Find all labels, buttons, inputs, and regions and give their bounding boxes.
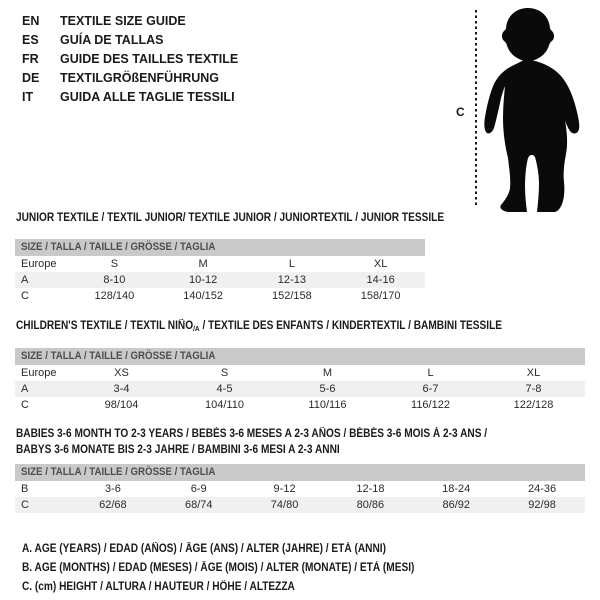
size-table (15, 481, 585, 513)
title-part-pre: CHILDREN'S TEXTILE / TEXTIL NIÑO (16, 320, 194, 332)
size-value-cell: 3-4 (113, 383, 130, 395)
size-value-cell: 152/158 (271, 290, 312, 302)
size-header-text: SIZE / TALLA / TAILLE / GRÖSSE / TAGLIA (21, 241, 216, 253)
size-value-cell: 18-24 (442, 483, 471, 495)
babies-title-line1 (16, 426, 551, 442)
babies-size-table-host (15, 481, 585, 513)
row-label-cell: B (21, 483, 29, 495)
size-value-cell: 92/98 (528, 499, 556, 511)
size-value-cell: XL (526, 367, 541, 379)
language-label: GUIDA ALLE TAGLIE TESSILI (60, 90, 235, 104)
size-value-cell: 110/116 (308, 399, 347, 411)
size-value-cell: 8-10 (103, 274, 126, 286)
language-code: FR (22, 52, 39, 66)
table-row (15, 272, 425, 288)
size-value-cell: 7-8 (525, 383, 542, 395)
size-value-cell: 12-13 (277, 274, 306, 286)
size-value-cell: M (322, 367, 333, 379)
size-value-cell: S (110, 258, 119, 270)
size-value-cell: 9-12 (273, 483, 296, 495)
junior-section-title (16, 212, 502, 224)
size-value-cell: 24-36 (528, 483, 557, 495)
size-value-cell: 14-16 (366, 274, 395, 286)
size-value-cell: S (220, 367, 229, 379)
size-value-cell: 128/140 (94, 290, 135, 302)
size-value-cell: 4-5 (216, 383, 233, 395)
size-value-cell: 104/110 (205, 399, 244, 411)
size-value-cell: 122/128 (513, 399, 554, 411)
size-value-cell: 140/152 (183, 290, 223, 302)
size-header-bar (15, 239, 425, 256)
size-value-cell: 62/68 (99, 499, 127, 511)
row-label-cell: Europe (21, 258, 57, 270)
language-row (22, 12, 238, 31)
size-value-cell: L (427, 367, 434, 379)
size-value-cell: 116/122 (411, 399, 450, 411)
size-value-cell: XS (114, 367, 129, 379)
junior-size-table-wrap (15, 239, 425, 304)
table-row (15, 288, 425, 304)
size-header-text: SIZE / TALLA / TAILLE / GRÖSSE / TAGLIA (21, 350, 216, 362)
size-value-cell: 74/80 (270, 499, 299, 511)
language-code: EN (22, 14, 40, 28)
language-row (22, 88, 238, 107)
size-value-cell: M (198, 258, 208, 270)
children-section-title-text (16, 320, 502, 333)
row-label-cell: Europe (21, 367, 57, 379)
babies-title-line2 (16, 442, 551, 458)
note-height-cm (22, 578, 468, 597)
row-label-cell: A (21, 274, 29, 286)
children-section-title (16, 320, 568, 333)
babies-title-line2-text: BABYS 3-6 MONATE BIS 2-3 JAHRE / BAMBINI 3-6 MESI A 2-3 ANNI (16, 444, 340, 456)
note-age-years (22, 540, 468, 559)
table-row (15, 397, 585, 413)
row-label-cell: C (21, 290, 29, 302)
size-value-cell: 3-6 (104, 483, 121, 495)
size-value-cell: 98/104 (104, 399, 139, 411)
table-row (15, 381, 585, 397)
size-value-cell: 80/86 (356, 499, 385, 511)
size-table (15, 256, 425, 304)
size-header-bar (15, 464, 585, 481)
note-age-months-text: B. AGE (MONTHS) / EDAD (MESES) / ÂGE (MOIS) / ALTER (MONATE) / ETÀ (MESI) (22, 562, 415, 574)
babies-section-title (16, 426, 551, 458)
language-label: GUIDE DES TAILLES TEXTILE (60, 52, 239, 66)
language-row (22, 50, 238, 69)
children-size-table-host (15, 365, 585, 413)
language-label: TEXTILGRÖßENFÜHRUNG (60, 71, 220, 85)
size-value-cell: 158/170 (360, 290, 401, 302)
size-header-text: SIZE / TALLA / TAILLE / GRÖSSE / TAGLIA (21, 466, 216, 478)
table-row (15, 365, 585, 381)
size-value-cell: 86/92 (442, 499, 470, 511)
size-header-bar (15, 348, 585, 365)
junior-size-table-host (15, 256, 425, 304)
size-value-cell: 12-18 (356, 483, 385, 495)
table-row (15, 256, 425, 272)
note-age-months (22, 559, 468, 578)
row-label-cell: C (21, 499, 29, 511)
title-part-subscript: /A (193, 324, 200, 333)
babies-title-line1-text: BABIES 3-6 MONTH TO 2-3 YEARS / BEBÉS 3-6 MESES A 2-3 AÑOS / BÉBÉS 3-6 MOIS À 2-3 ANS / (16, 428, 488, 440)
junior-section-title-text: JUNIOR TEXTILE / TEXTIL JUNIOR/ TEXTILE JUNIOR / JUNIORTEXTIL / JUNIOR TESSILE (16, 212, 445, 224)
language-title-list (22, 12, 238, 107)
height-measure-dotted-line (475, 10, 477, 208)
size-value-cell: 5-6 (319, 383, 336, 395)
language-label: GUÍA DE TALLAS (60, 33, 164, 47)
size-value-cell: XL (373, 258, 388, 270)
height-measure-label: C (456, 105, 465, 119)
row-label-cell: A (21, 383, 29, 395)
baby-silhouette-icon (484, 8, 584, 212)
language-label: TEXTILE SIZE GUIDE (60, 14, 186, 28)
size-value-cell: 10-12 (189, 274, 218, 286)
language-row (22, 31, 238, 50)
title-part-post: / TEXTILE DES ENFANTS / KINDERTEXTIL / BAMBINI TESSILE (199, 320, 503, 332)
size-value-cell: 6-9 (190, 483, 207, 495)
size-value-cell: 6-7 (422, 383, 439, 395)
language-code: ES (22, 33, 39, 47)
note-age-years-text: A. AGE (YEARS) / EDAD (AÑOS) / ÂGE (ANS) / ALTER (JAHRE) / ETÀ (ANNI) (22, 543, 386, 555)
size-value-cell: 68/74 (184, 499, 213, 511)
table-row (15, 497, 585, 513)
language-code: DE (22, 71, 40, 85)
legend-notes (22, 540, 468, 597)
table-row (15, 481, 585, 497)
size-value-cell: L (288, 258, 295, 270)
children-size-table-wrap (15, 348, 585, 413)
size-table (15, 365, 585, 413)
row-label-cell: C (21, 399, 29, 411)
note-height-cm-text: C. (cm) HEIGHT / ALTURA / HAUTEUR / HÖHE / ALTEZZA (22, 581, 295, 593)
language-row (22, 69, 238, 88)
language-code: IT (22, 90, 34, 104)
babies-size-table-wrap (15, 464, 585, 513)
